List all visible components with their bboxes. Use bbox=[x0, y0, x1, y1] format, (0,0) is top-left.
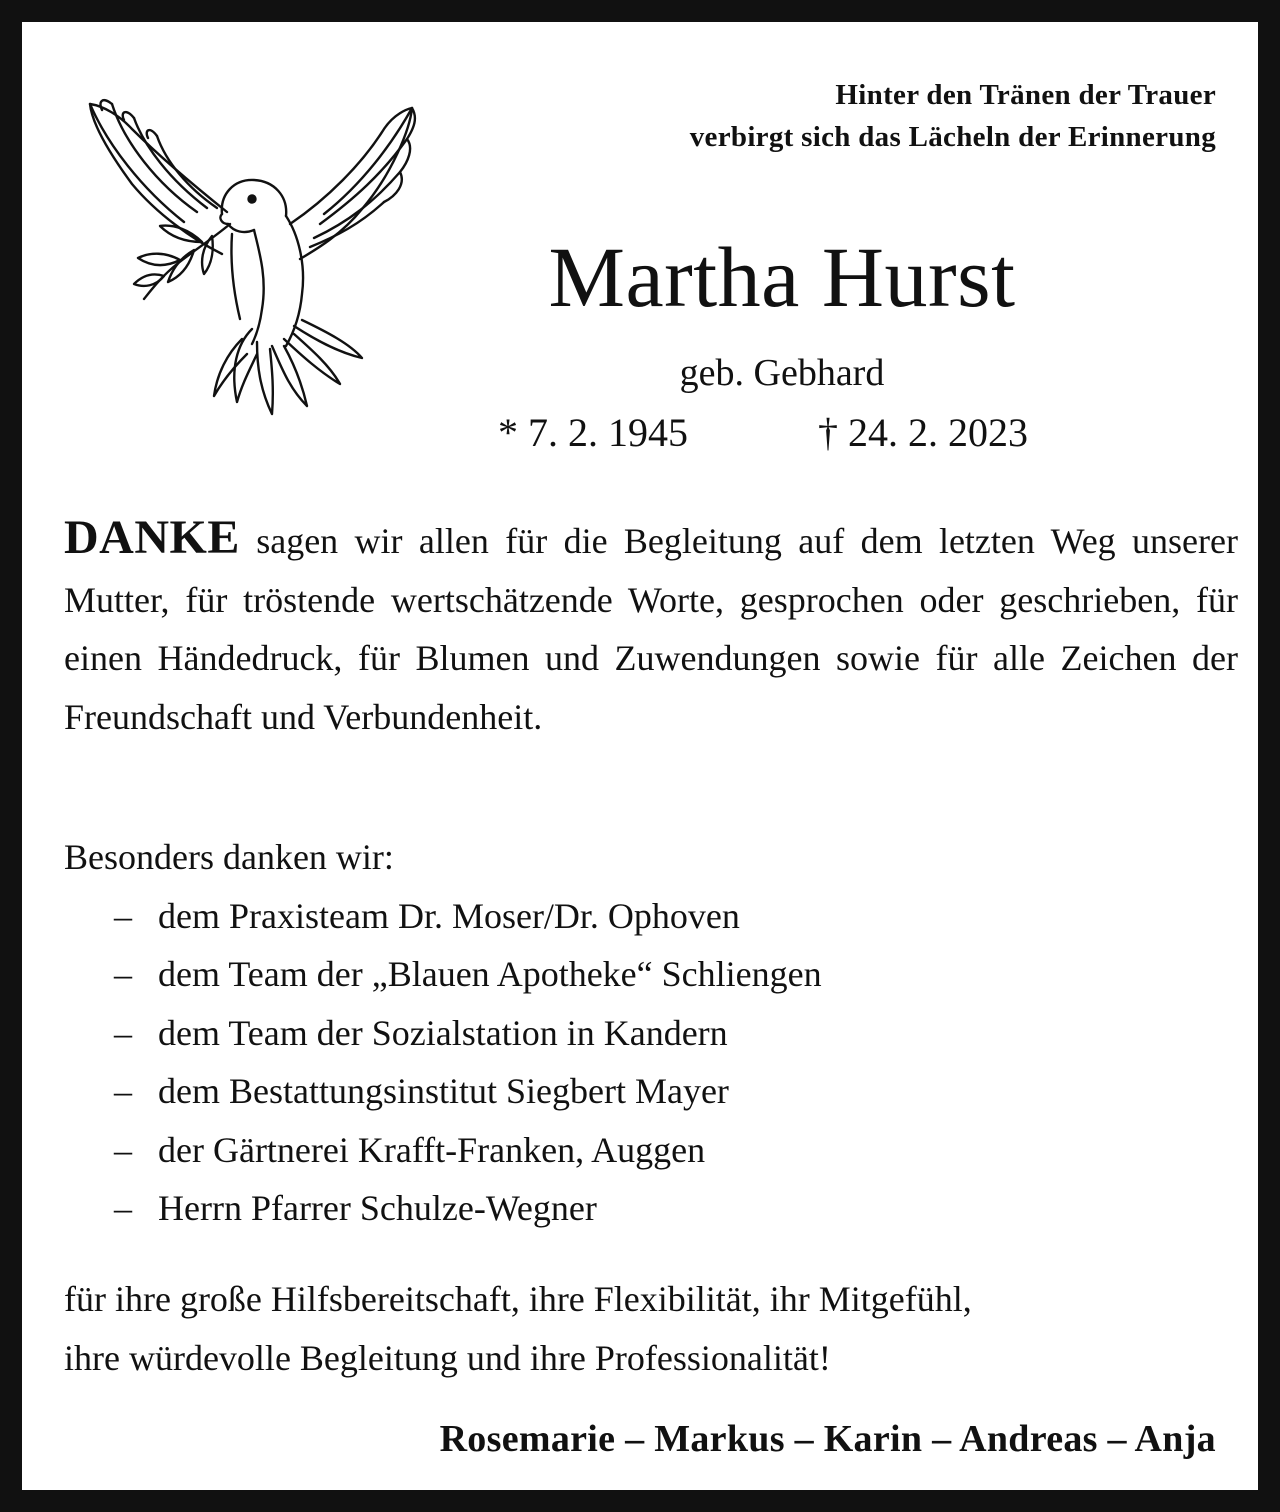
motto-line-2: verbirgt sich das Lächeln der Erinnerung bbox=[689, 121, 1216, 153]
motto bbox=[690, 74, 1216, 158]
list-item bbox=[64, 1062, 1238, 1121]
closing-paragraph bbox=[64, 1270, 1238, 1387]
dash-bullet: – bbox=[114, 1188, 132, 1228]
list-item bbox=[64, 945, 1238, 1004]
list-item-text: der Gärtnerei Krafft-Franken, Auggen bbox=[158, 1129, 706, 1170]
list-item bbox=[64, 1004, 1238, 1063]
family-signature: Rosemarie – Markus – Karin – Andreas – Anja bbox=[439, 1418, 1216, 1460]
birth-date: * 7. 2. 1945 bbox=[498, 410, 688, 455]
special-thanks bbox=[64, 828, 1238, 1238]
list-item-text: dem Bestattungsinstitut Siegbert Mayer bbox=[158, 1071, 729, 1111]
dash-bullet: – bbox=[114, 1012, 132, 1053]
dash-bullet: – bbox=[114, 954, 132, 994]
special-thanks-heading: Besonders danken wir: bbox=[64, 837, 394, 877]
death-date: † 24. 2. 2023 bbox=[818, 410, 1028, 455]
thanks-paragraph bbox=[64, 509, 1238, 746]
list-item bbox=[64, 1179, 1238, 1238]
birth-name: geb. Gebhard bbox=[679, 352, 885, 394]
thanks-text: sagen wir allen für die Begleitung auf dem letzten Weg unserer Mutter, für tröstende wertschätzende Worte, gesprochen oder geschrieben, für einen Händedruck, für Blumen und Zuwendungen sowie für alle Zeichen der Freundschaft und Verbundenheit. bbox=[64, 521, 1238, 737]
dash-bullet: – bbox=[114, 1071, 132, 1111]
life-dates bbox=[462, 406, 1102, 460]
deceased-name: Martha Hurst bbox=[548, 229, 1016, 325]
closing-line-2: ihre würdevolle Begleitung und ihre Professionalität! bbox=[64, 1337, 831, 1378]
dash-bullet: – bbox=[114, 1129, 132, 1170]
list-item bbox=[64, 887, 1238, 946]
list-item-text: dem Praxisteam Dr. Moser/Dr. Ophoven bbox=[158, 895, 740, 936]
list-item bbox=[64, 1121, 1238, 1180]
special-thanks-list bbox=[64, 887, 1238, 1238]
list-item-text: dem Team der „Blauen Apotheke“ Schliengen bbox=[158, 954, 822, 994]
closing-line-1: für ihre große Hilfsbereitschaft, ihre Flexibilität, ihr Mitgefühl, bbox=[64, 1279, 972, 1319]
motto-line-1: Hinter den Tränen der Trauer bbox=[835, 79, 1216, 111]
list-item-text: Herrn Pfarrer Schulze-Wegner bbox=[158, 1188, 597, 1228]
thanks-lead-word: DANKE bbox=[64, 511, 240, 564]
list-item-text: dem Team der Sozialstation in Kandern bbox=[158, 1012, 728, 1053]
dash-bullet: – bbox=[114, 895, 132, 936]
dove-with-olive-branch-icon bbox=[62, 84, 434, 429]
